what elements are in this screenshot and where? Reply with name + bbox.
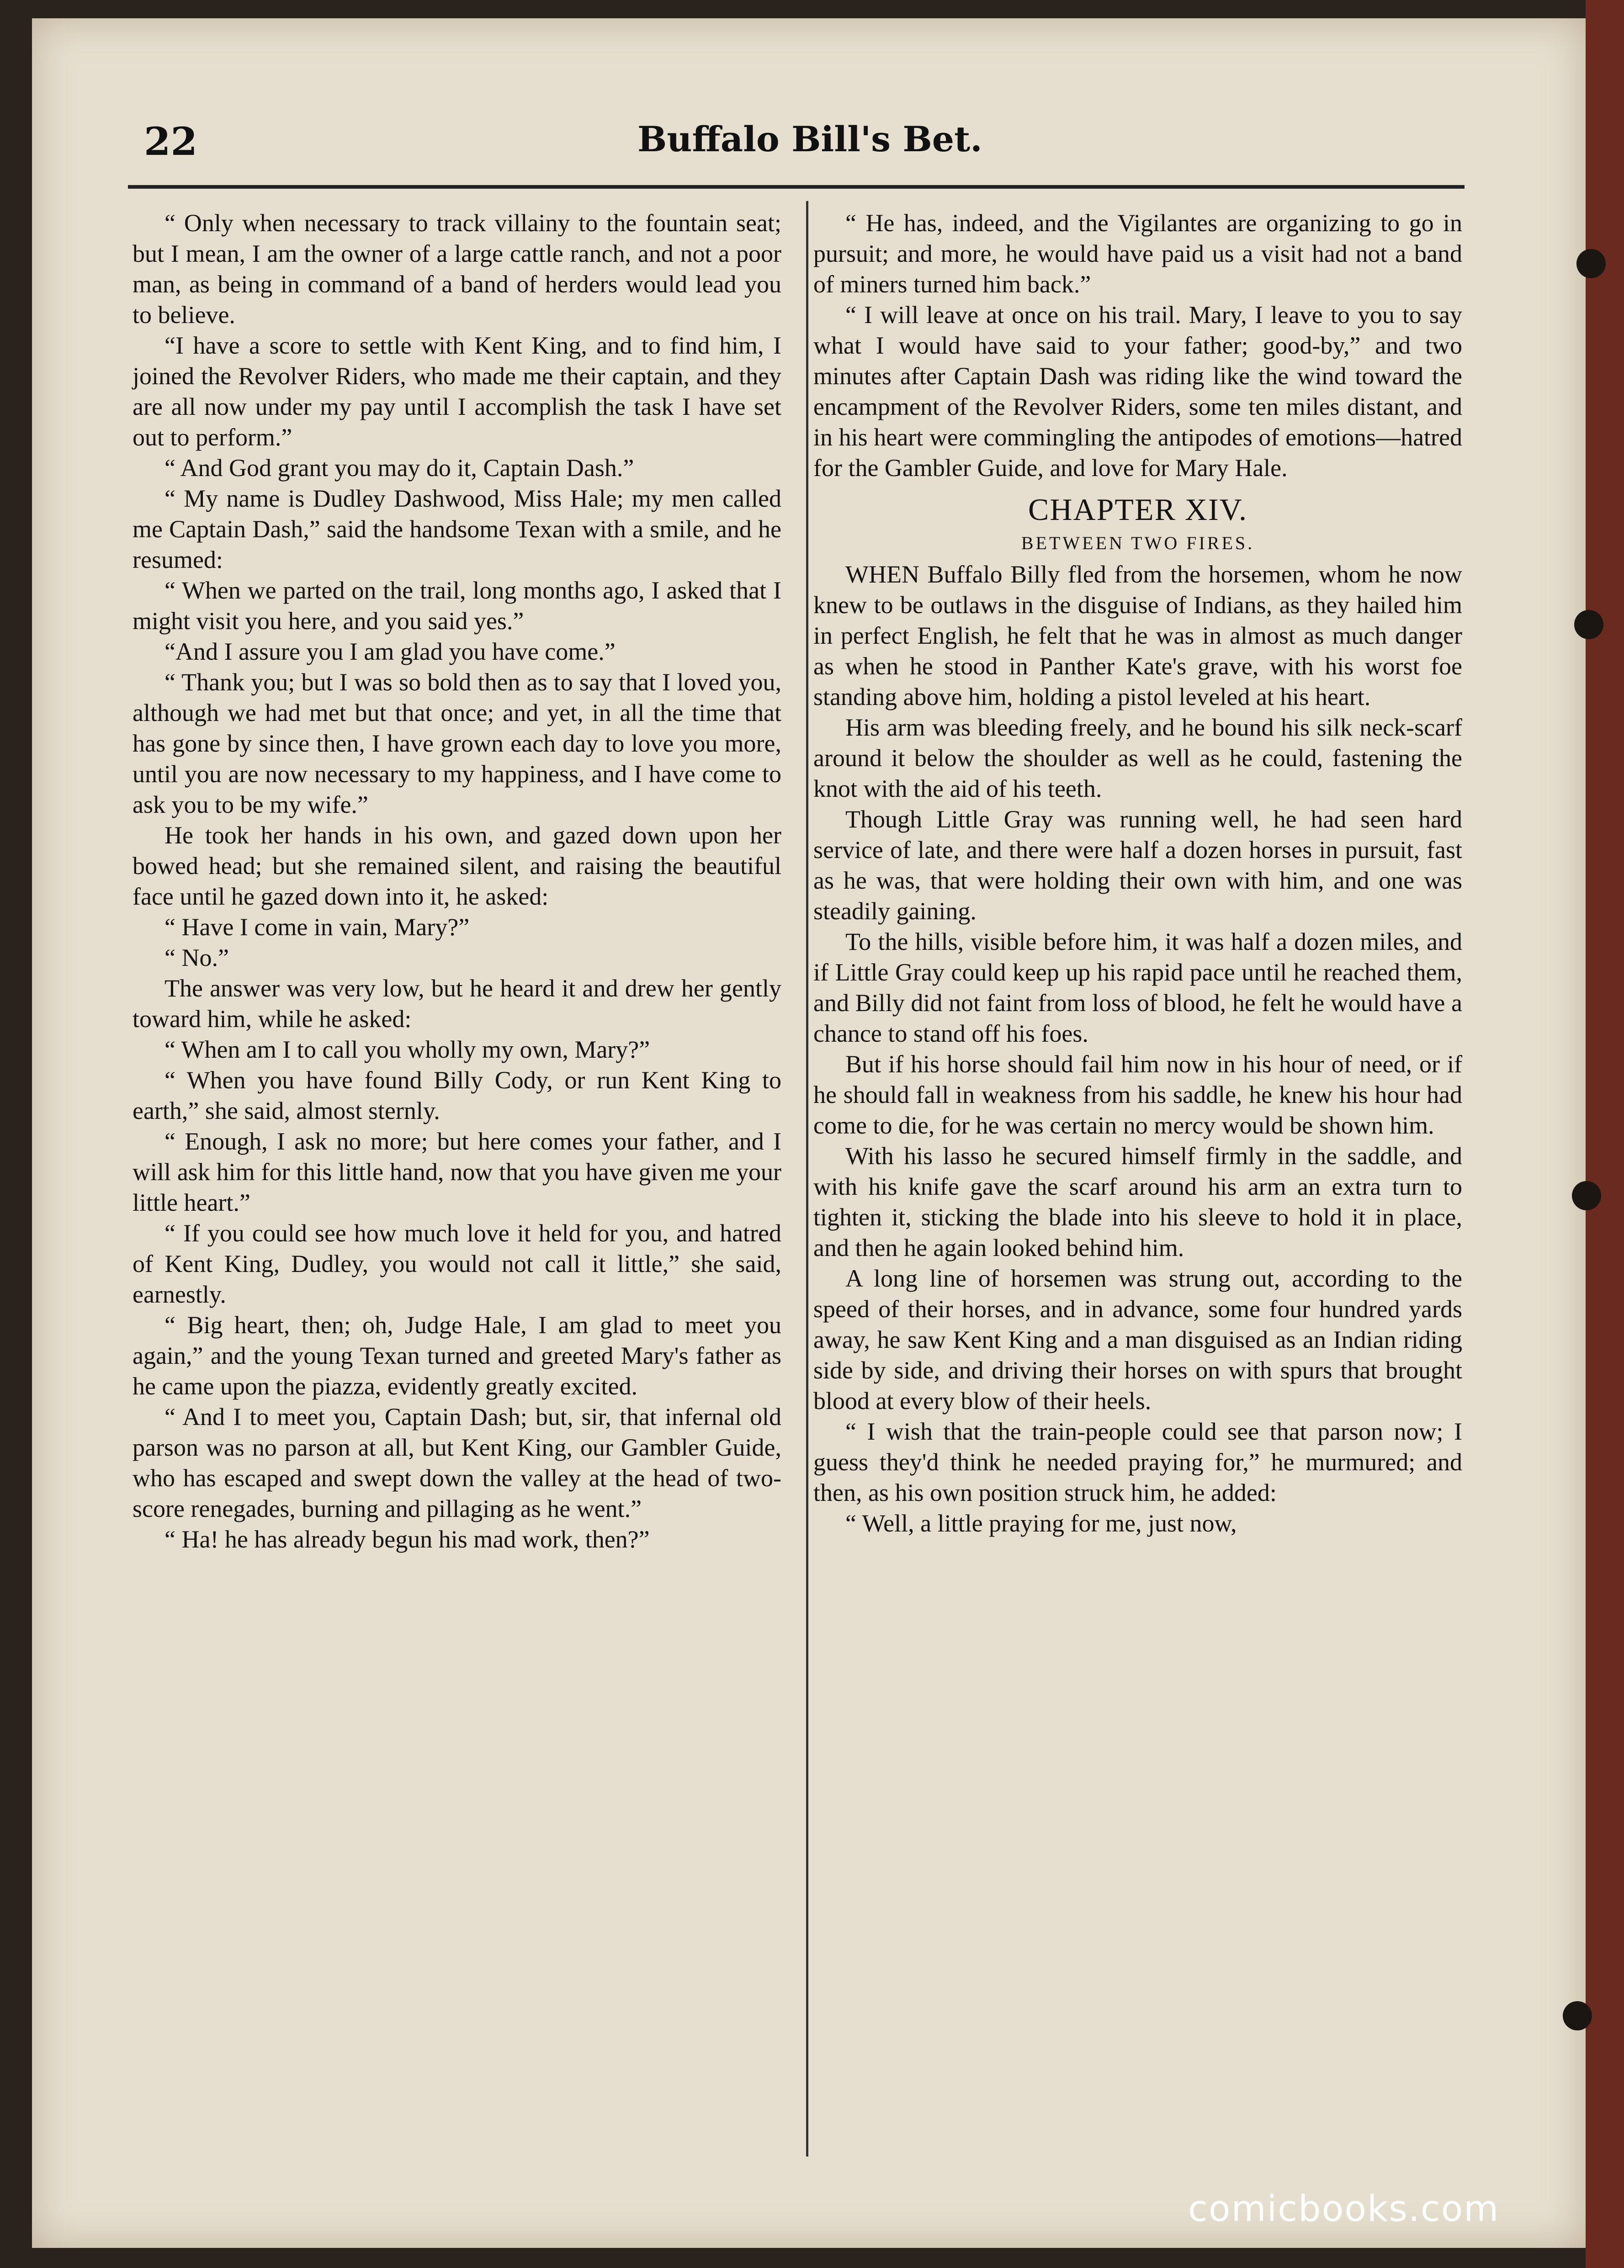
paragraph: “ When you have found Billy Cody, or run Kent King to earth,” she said, almost sternly. <box>133 1066 781 1124</box>
paragraph: With his lasso he secured himself firmly in the saddle, and with his knife gave the scarf around his arm an extra turn to tighten it, sticking the blade into his sleeve to hold it in place, and then he again looked behind him. <box>813 1142 1462 1261</box>
paragraph: His arm was bleeding freely, and he bound his silk neck-scarf around it below the shoulder as well as he could, fastening the knot with the aid of his teeth. <box>813 714 1462 802</box>
paragraph: He took her hands in his own, and gazed down upon her bowed head; but she remained silent, and raising the beautiful face until he gazed down into it, he asked: <box>133 821 781 910</box>
paragraph: Though Little Gray was running well, he had seen hard service of late, and there were half a dozen horses in pursuit, fast as he was, that were holding their own with him, and one was steadily gaining. <box>813 805 1462 925</box>
paragraph: “I have a score to settle with Kent King, and to find him, I joined the Revolver Riders, who made me their captain, and they are all now under my pay until I accomplish the task I have set out to perform.” <box>133 332 781 451</box>
staple-hole <box>1572 1181 1601 1210</box>
binding-edge <box>1586 0 1624 2268</box>
header-rule <box>128 185 1465 189</box>
paragraph: “ Have I come in vain, Mary?” <box>165 913 470 941</box>
paragraph: “ When am I to call you wholly my own, Mary?” <box>165 1036 650 1063</box>
column-divider <box>806 201 808 2157</box>
paragraph: A long line of horsemen was strung out, according to the speed of their horses, and in advance, some four hundred yards away, he saw Kent King and a man disguised as an Indian riding side by side, and driving their horses on with spurs that brought blood at every blow of their heels. <box>813 1265 1462 1415</box>
paragraph: WHEN Buffalo Billy fled from the horsemen, whom he now knew to be outlaws in the disguise of Indians, as they hailed him in perfect English, he felt that he was in almost as much danger as when he stood in Panther Kate's grave, with his worst foe standing above him, holding a pistol leveled at his heart. <box>813 561 1462 710</box>
right-column <box>813 208 1462 1539</box>
site-watermark: comicbooks.com <box>1188 2189 1500 2230</box>
page-number: 22 <box>144 119 197 164</box>
paragraph: “ No.” <box>165 944 229 971</box>
paragraph: “ Enough, I ask no more; but here comes your father, and I will ask him for this little hand, now that you have given me your little heart.” <box>133 1128 781 1216</box>
staple-hole <box>1576 249 1606 278</box>
left-column <box>133 208 781 1555</box>
running-title: Buffalo Bill's Bet. <box>637 119 982 159</box>
paragraph: “ Only when necessary to track villainy to the fountain seat; but I mean, I am the owner of a large cattle ranch, and not a poor man, as being in command of a band of herders would lead you to believe. <box>133 209 781 329</box>
staple-hole <box>1563 2001 1592 2030</box>
paragraph: “ He has, indeed, and the Vigilantes are organizing to go in pursuit; and more, he would have paid us a visit had not a band of miners turned him back.” <box>813 209 1462 298</box>
chapter-heading: CHAPTER XIV. <box>1028 492 1247 527</box>
paragraph: “ My name is Dudley Dashwood, Miss Hale; my men called me Captain Dash,” said the handsome Texan with a smile, and he resumed: <box>133 485 781 573</box>
staple-hole <box>1574 610 1603 639</box>
paragraph: “ Ha! he has already begun his mad work, then?” <box>165 1526 650 1553</box>
paragraph: “ Big heart, then; oh, Judge Hale, I am glad to meet you again,” and the young Texan turned and greeted Mary's father as he came upon the piazza, evidently greatly excited. <box>133 1311 781 1400</box>
paragraph: But if his horse should fail him now in his hour of need, or if he should fall in weakness from his saddle, he knew his hour had come to die, for he was certain no mercy would be shown him. <box>813 1050 1462 1139</box>
paragraph: “ If you could see how much love it held for you, and hatred of Kent King, Dudley, you would not call it little,” she said, earnestly. <box>133 1219 781 1308</box>
paragraph: “ I wish that the train-people could see that parson now; I guess they'd think he needed praying for,” he murmured; and then, as his own position struck him, he added: <box>813 1418 1462 1506</box>
paragraph: “ And I to meet you, Captain Dash; but, sir, that infernal old parson was no parson at all, but Kent King, our Gambler Guide, who has escaped and swept down the valley at the head of two-score renegades, burning and pillaging as he went.” <box>133 1403 781 1522</box>
paragraph: The answer was very low, but he heard it and drew her gently toward him, while he asked: <box>133 975 781 1033</box>
paragraph: “ Thank you; but I was so bold then as to say that I loved you, although we had met but that once; and yet, in all the time that has gone by since then, I have grown each day to love you more, until you are now necessary to my happiness, and I have come to ask you to be my wife.” <box>133 668 781 818</box>
chapter-subtitle: BETWEEN TWO FIRES. <box>1021 533 1255 553</box>
paragraph: “ And God grant you may do it, Captain Dash.” <box>165 454 634 482</box>
paragraph: “ I will leave at once on his trail. Mary, I leave to you to say what I would have said to your father; good-by,” and two minutes after Captain Dash was riding like the wind toward the encampment of the Revolver Riders, some ten miles distant, and in his heart were commingling the antipodes of emotions—hatred for the Gambler Guide, and love for Mary Hale. <box>813 301 1462 482</box>
page-header <box>112 114 1485 178</box>
paragraph: “ When we parted on the trail, long months ago, I asked that I might visit you here, and you said yes.” <box>133 577 781 635</box>
paragraph: “ Well, a little praying for me, just now, <box>845 1510 1237 1537</box>
paragraph: To the hills, visible before him, it was half a dozen miles, and if Little Gray could keep up his rapid pace until he reached them, and Billy did not faint from loss of blood, he felt he would have a chance to stand off his foes. <box>813 928 1462 1047</box>
paragraph: “And I assure you I am glad you have come.” <box>165 638 616 665</box>
